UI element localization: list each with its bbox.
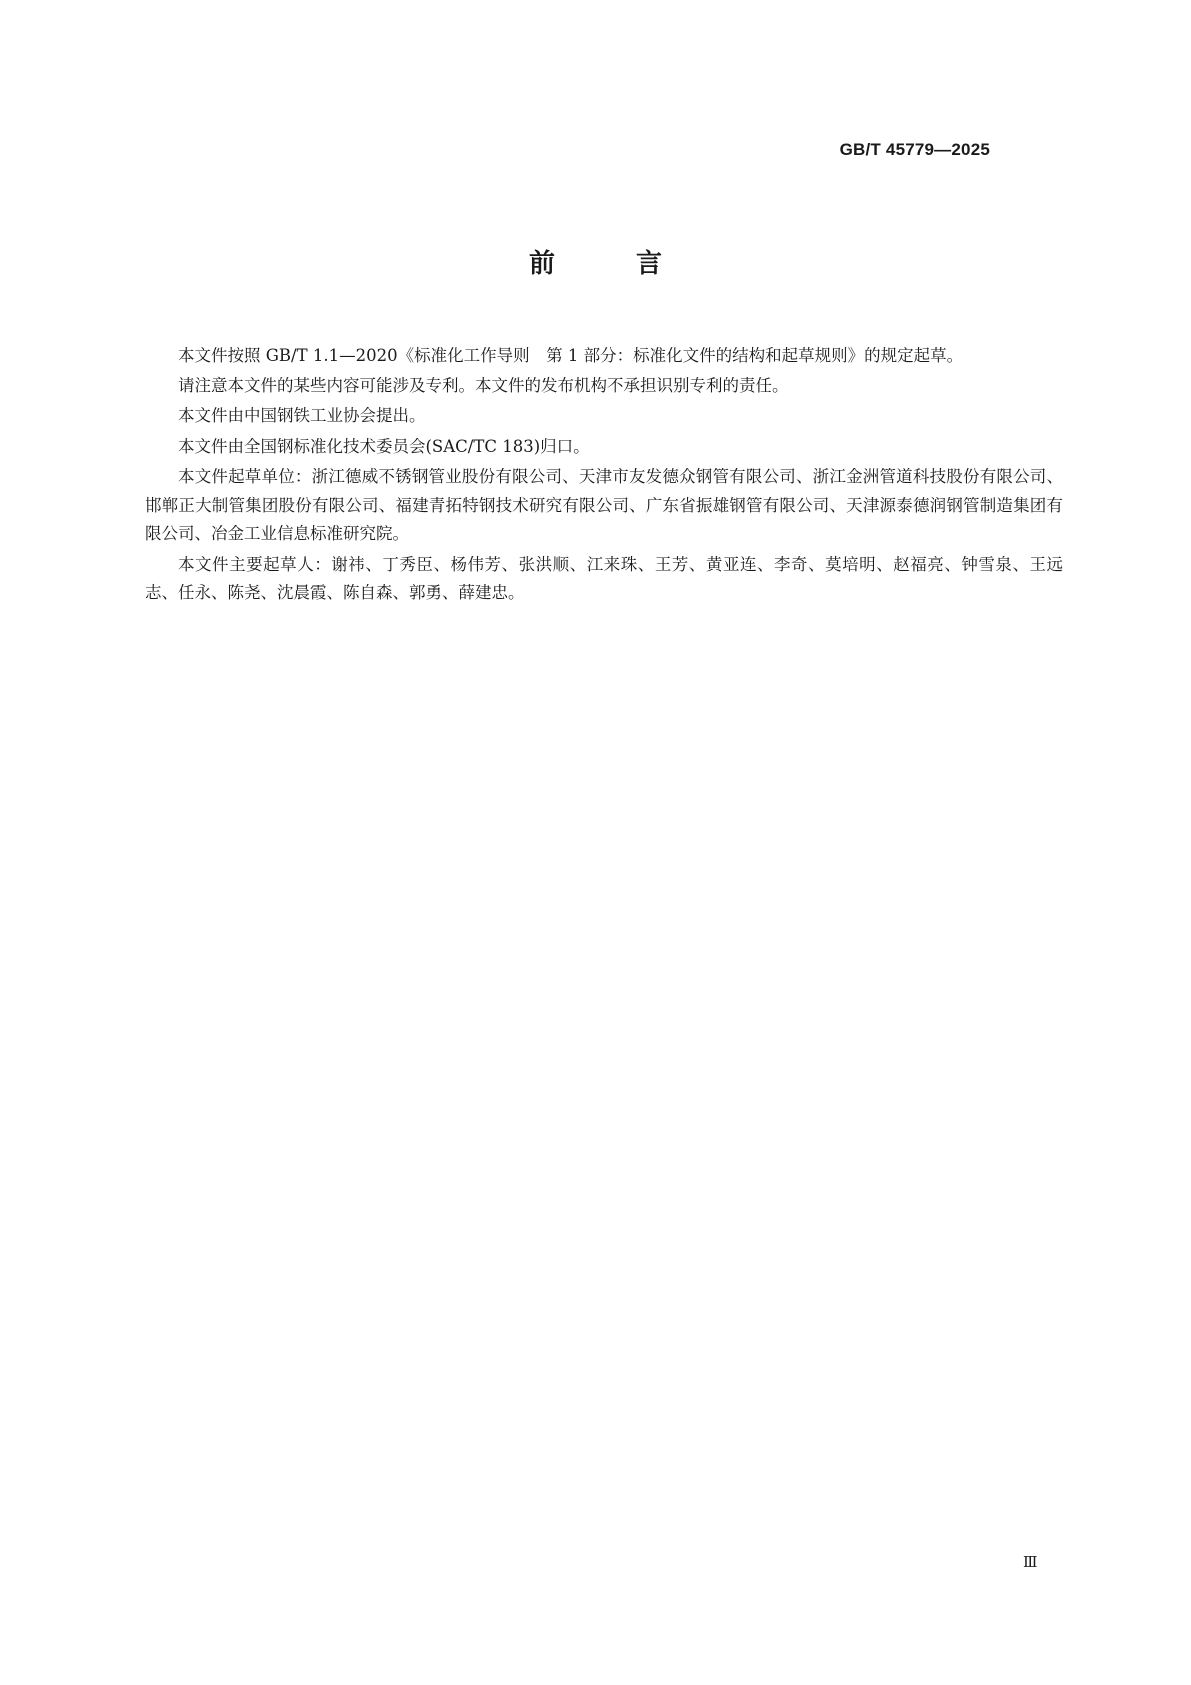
page-title: 前 言 (528, 249, 699, 279)
foreword-body (145, 342, 1063, 610)
paragraph-drafting-rules: 本文件按照 GB/T 1.1—2020《标准化工作导则 第 1 部分：标准化文件的结构和起草规则》的规定起草。 (178, 346, 964, 365)
standard-code: GB/T 45779—2025 (839, 140, 990, 159)
paragraph-committee: 本文件由全国钢标准化技术委员会(SAC/TC 183)归口。 (178, 436, 590, 456)
paragraph-drafting-units: 本文件起草单位：浙江德威不锈钢管业股份有限公司、天津市友发德众钢管有限公司、浙江金洲管道科技股份有限公司、邯郸正大制管集团股份有限公司、福建青拓特钢技术研究有限公司、广东省振雄钢管有限公司、天津源泰德润钢管制造集团有限公司、冶金工业信息标准研究院。 (145, 466, 1063, 544)
paragraph-drafters: 本文件主要起草人：谢祎、丁秀臣、杨伟芳、张洪顺、江来珠、王芳、黄亚连、李奇、莫培明、赵福亮、钟雪泉、王远志、任永、陈尧、沈晨霞、陈自森、郭勇、薛建忠。 (145, 554, 1063, 603)
paragraph-patent-notice: 请注意本文件的某些内容可能涉及专利。本文件的发布机构不承担识别专利的责任。 (178, 376, 789, 396)
paragraph-proposer: 本文件由中国钢铁工业协会提出。 (178, 406, 426, 426)
page-number: Ⅲ (1023, 1555, 1037, 1571)
